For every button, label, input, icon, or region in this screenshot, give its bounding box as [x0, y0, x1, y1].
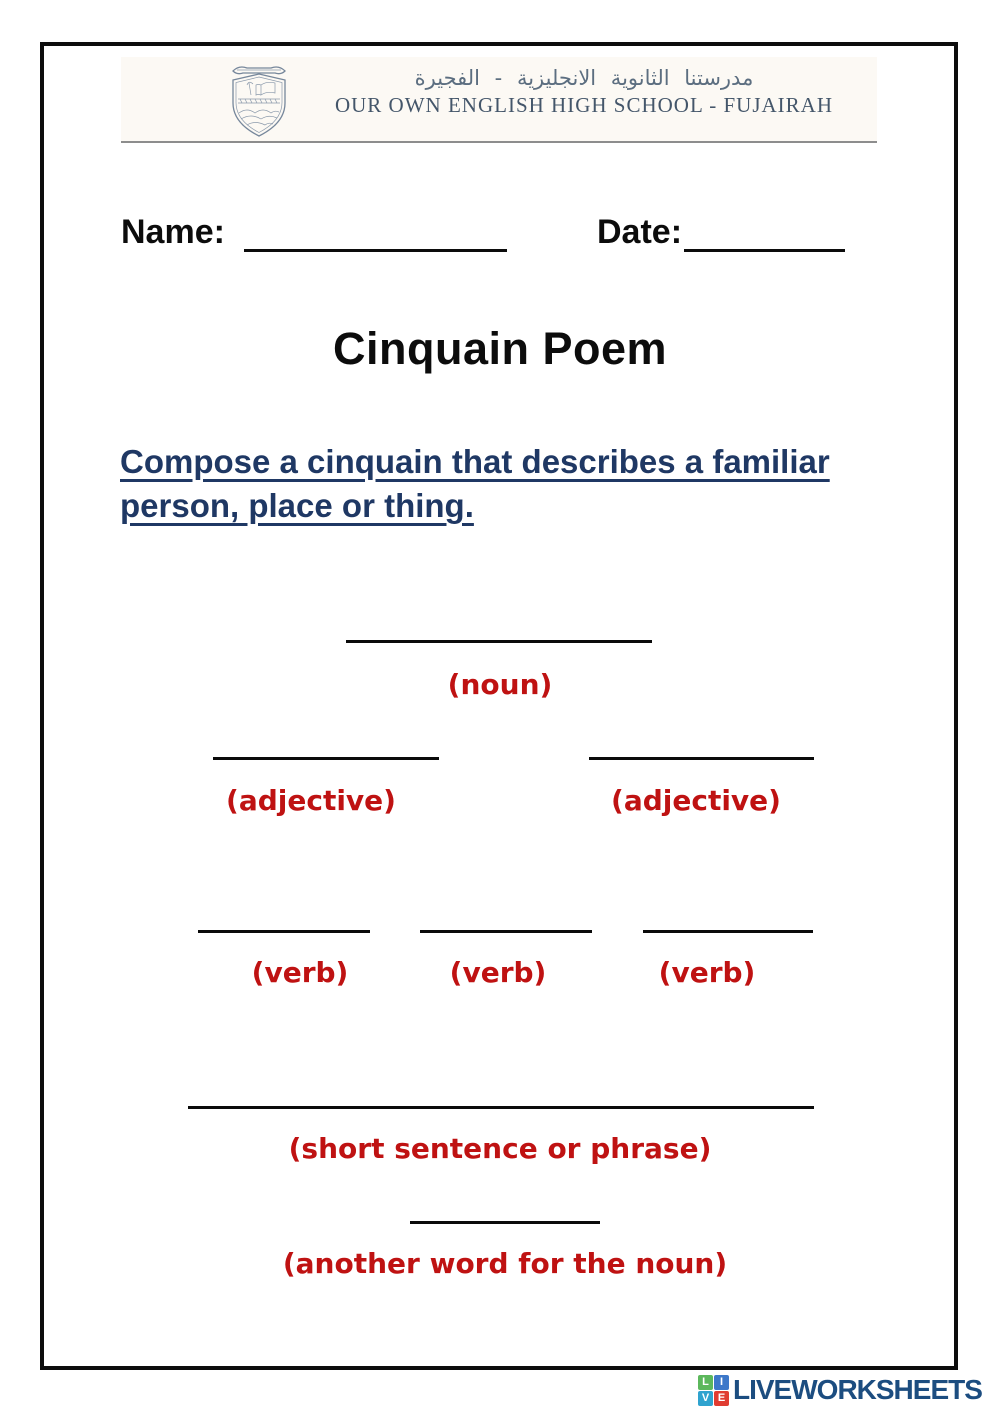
verb3-hint-label: (verb): [658, 956, 756, 989]
school-header-banner: [121, 57, 877, 143]
instructions-text: Compose a cinquain that describes a familiar person, place or thing.: [120, 443, 830, 524]
synonym-blank-field[interactable]: [410, 1221, 600, 1224]
sentence-blank-field[interactable]: [188, 1106, 814, 1109]
page-title: Cinquain Poem: [332, 323, 668, 374]
school-crest-icon: [225, 61, 293, 139]
adjective1-hint-label: (adjective): [226, 784, 396, 817]
verb2-blank-field[interactable]: [420, 930, 592, 933]
adjective2-blank-field[interactable]: [589, 757, 814, 760]
logo-tile-e: E: [714, 1391, 729, 1406]
verb2-hint-label: (verb): [449, 956, 547, 989]
name-label: Name:: [121, 213, 225, 251]
school-name-english: OUR OWN ENGLISH HIGH SCHOOL - FUJAIRAH: [334, 93, 834, 117]
sentence-hint-label: (short sentence or phrase): [288, 1132, 712, 1165]
logo-tile-v: V: [698, 1391, 713, 1406]
verb1-blank-field[interactable]: [198, 930, 370, 933]
liveworksheets-wordmark: LIVEWORKSHEETS: [733, 1374, 982, 1405]
date-blank-field[interactable]: [684, 249, 845, 252]
liveworksheets-tiles-icon: [698, 1375, 729, 1406]
school-name-arabic: مدرستنا الثانوية الانجليزية - الفجيرة: [414, 66, 754, 90]
logo-tile-l: L: [698, 1375, 713, 1390]
name-blank-field[interactable]: [244, 249, 507, 252]
adjective1-blank-field[interactable]: [213, 757, 439, 760]
synonym-hint-label: (another word for the noun): [282, 1247, 728, 1280]
adjective2-hint-label: (adjective): [611, 784, 781, 817]
date-label: Date:: [597, 213, 683, 251]
logo-tile-i: I: [714, 1375, 729, 1390]
noun-hint-label: (noun): [447, 668, 553, 701]
school-name-block: [301, 66, 867, 118]
verb3-blank-field[interactable]: [643, 930, 813, 933]
liveworksheets-logo[interactable]: [698, 1374, 982, 1406]
noun-blank-field[interactable]: [346, 640, 652, 643]
verb1-hint-label: (verb): [251, 956, 349, 989]
